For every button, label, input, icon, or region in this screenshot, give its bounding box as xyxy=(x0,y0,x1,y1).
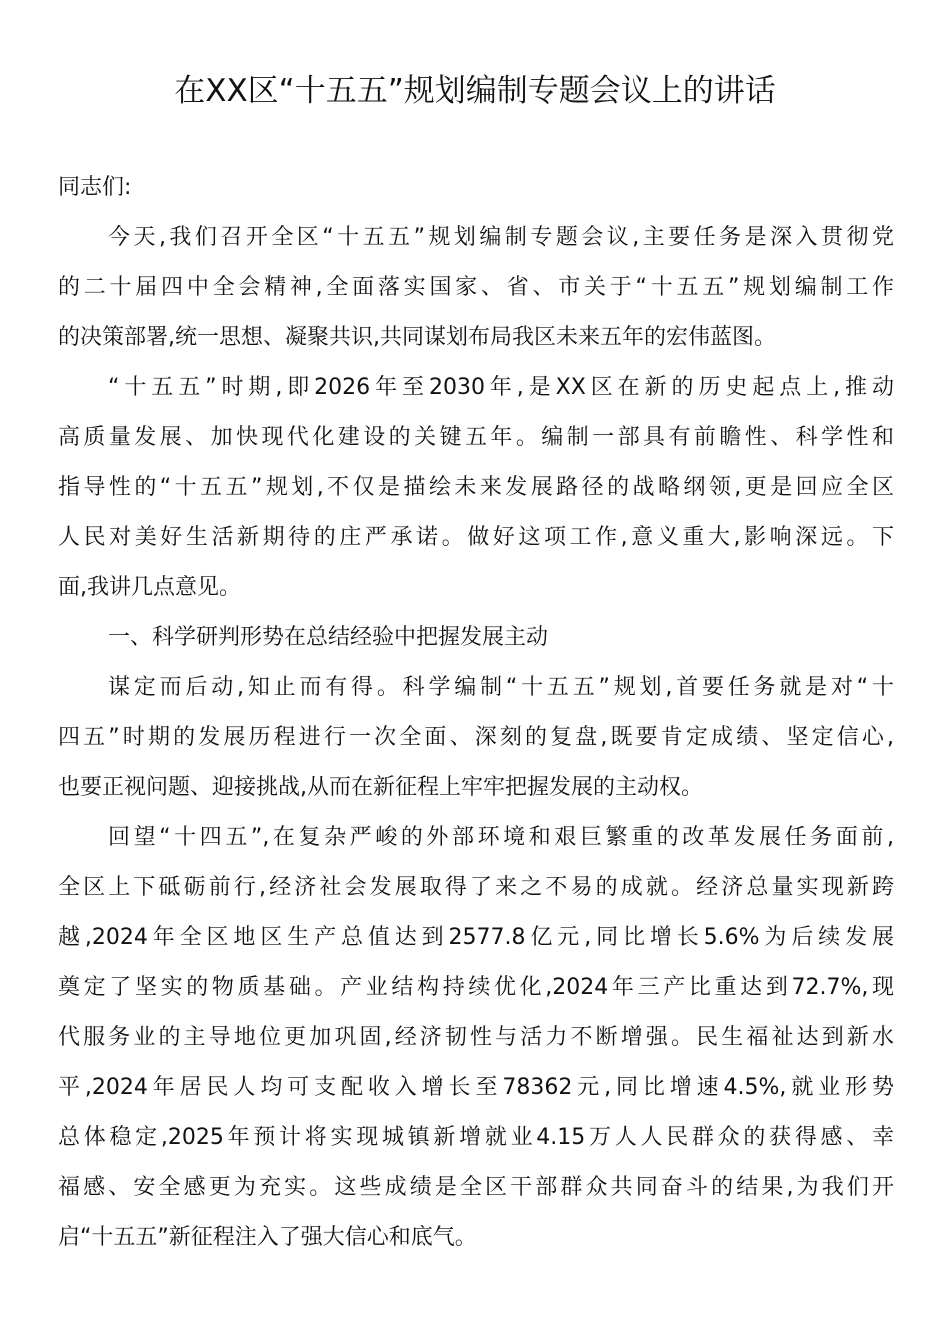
paragraph-line: 越,2024年全区地区生产总值达到2577.8亿元,同比增长5.6%为后续发展 xyxy=(58,925,894,950)
paragraph-line: 全区上下砥砺前行,经济社会发展取得了来之不易的成就。经济总量实现新跨 xyxy=(58,875,894,900)
document-body xyxy=(58,163,894,1263)
section-heading-text: 一、科学研判形势在总结经验中把握发展主动 xyxy=(108,625,549,650)
document-title: 在XX区“十五五”规划编制专题会议上的讲话 xyxy=(174,73,776,109)
paragraph-line: 高质量发展、加快现代化建设的关键五年。编制一部具有前瞻性、科学性和 xyxy=(58,425,894,450)
paragraph-line: 谋定而后动,知止而有得。科学编制“十五五”规划,首要任务就是对“十 xyxy=(108,675,894,700)
paragraph-line: 面,我讲几点意见。 xyxy=(58,575,241,600)
paragraph-line: 平,2024年居民人均可支配收入增长至78362元,同比增速4.5%,就业形势 xyxy=(58,1075,894,1100)
paragraph-line: 的二十届四中全会精神,全面落实国家、省、市关于“十五五”规划编制工作 xyxy=(58,275,894,300)
paragraph-line: 的决策部署,统一思想、凝聚共识,共同谋划布局我区未来五年的宏伟蓝图。 xyxy=(58,325,776,350)
paragraph-review-intro xyxy=(58,663,894,813)
paragraph-line: 今天,我们召开全区“十五五”规划编制专题会议,主要任务是深入贯彻党 xyxy=(108,225,894,250)
paragraph-line: 福感、安全感更为充实。这些成绩是全区干部群众共同奋斗的结果,为我们开 xyxy=(58,1175,894,1200)
paragraph-line: 启“十五五”新征程注入了强大信心和底气。 xyxy=(58,1225,477,1250)
paragraph-intro xyxy=(58,213,894,363)
paragraph-line: “十五五”时期,即2026年至2030年,是XX区在新的历史起点上,推动 xyxy=(108,375,894,400)
paragraph-line: 奠定了坚实的物质基础。产业结构持续优化,2024年三产比重达到72.7%,现 xyxy=(58,975,894,1000)
paragraph-significance xyxy=(58,363,894,613)
paragraph-line: 代服务业的主导地位更加巩固,经济韧性与活力不断增强。民生福祉达到新水 xyxy=(58,1025,894,1050)
paragraph-line: 指导性的“十五五”规划,不仅是描绘未来发展路径的战略纲领,更是回应全区 xyxy=(58,475,894,500)
section-heading-1 xyxy=(58,613,894,663)
paragraph-line: 总体稳定,2025年预计将实现城镇新增就业4.15万人人民群众的获得感、幸 xyxy=(58,1125,894,1150)
paragraph-line: 也要正视问题、迎接挑战,从而在新征程上牢牢把握发展的主动权。 xyxy=(58,775,703,800)
paragraph-achievements xyxy=(58,813,894,1263)
paragraph-line: 人民对美好生活新期待的庄严承诺。做好这项工作,意义重大,影响深远。下 xyxy=(58,525,894,550)
paragraph-line: 四五”时期的发展历程进行一次全面、深刻的复盘,既要肯定成绩、坚定信心, xyxy=(58,725,894,750)
paragraph-line: 回望“十四五”,在复杂严峻的外部环境和艰巨繁重的改革发展任务面前, xyxy=(108,825,894,850)
salutation: 同志们: xyxy=(58,175,132,200)
